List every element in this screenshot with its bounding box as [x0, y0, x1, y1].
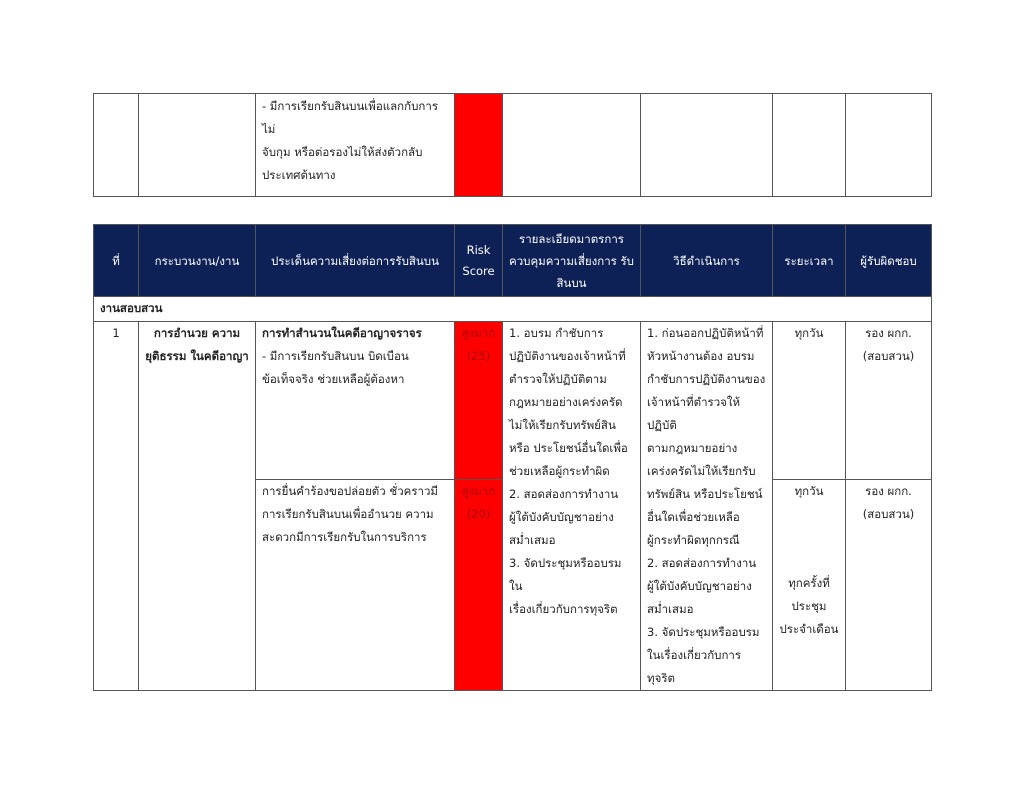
header-control-line: รายละเอียดมาตรการ — [519, 231, 624, 246]
header-risk-score — [455, 225, 503, 297]
control-line: ผู้ใต้บังคับบัญชาอย่าง — [509, 510, 614, 524]
period-line: ทุกวัน — [794, 484, 824, 499]
period-cell — [773, 480, 846, 691]
control-line: ช่วยเหลือผู้กระทำผิด — [509, 464, 610, 478]
period-cell: ทุกวัน — [773, 322, 846, 480]
control-line: 1. อบรม กำชับการ — [509, 326, 604, 340]
header-control — [503, 225, 641, 297]
risk-score-cell — [455, 480, 503, 691]
cell-period — [773, 94, 846, 197]
control-line: ปฏิบัติงานของเจ้าหน้าที่ — [509, 349, 626, 363]
risk-issue-cell — [256, 322, 455, 480]
method-line: 2. สอดส่องการทำงาน — [647, 556, 757, 570]
method-line: สม่ำเสมอ — [647, 602, 694, 616]
table-row — [94, 322, 932, 480]
method-cell — [641, 322, 773, 691]
method-line: ทรัพย์สิน หรือประโยชน์ — [647, 487, 763, 501]
owner-line: (สอบสวน) — [862, 507, 915, 522]
control-line: หรือ ประโยชน์อื่นใดเพื่อ — [509, 441, 628, 455]
owner-line: (สอบสวน) — [862, 349, 915, 363]
risk-issue-cell — [256, 480, 455, 691]
header-control-line: สินบน — [556, 275, 587, 290]
method-line: ผู้ใต้บังคับบัญชาอย่าง — [647, 579, 752, 593]
risk-level: สูงมาก — [461, 326, 496, 340]
risk-line: ข้อเท็จจริง ช่วยเหลือผู้ต้องหา — [262, 372, 405, 386]
header-control-line: ควบคุมความเสี่ยงการ รับ — [509, 253, 634, 268]
risk-title: การทำสำนวนในคดีอาญาจราจร — [262, 326, 422, 340]
cell-risk-issue — [256, 94, 455, 197]
owner-line: รอง ผกก. — [865, 326, 912, 340]
cell-owner — [846, 94, 932, 197]
owner-cell — [846, 322, 932, 480]
owner-cell — [846, 480, 932, 691]
method-line: กำชับการปฏิบัติงานของ — [647, 372, 766, 386]
risk-line: จับกุม หรือต่อรองไม่ให้ส่งตัวกลับ — [262, 145, 423, 159]
method-line: ตามกฎหมายอย่าง — [647, 441, 738, 455]
control-line: 2. สอดส่องการทำงาน — [509, 487, 619, 501]
cell-no — [94, 94, 139, 197]
cell-control — [503, 94, 641, 197]
header-row — [94, 225, 932, 297]
header-process: กระบวนงาน/งาน — [139, 225, 256, 297]
control-line: ตำรวจให้ปฏิบัติตาม — [509, 372, 607, 386]
method-line: 3. จัดประชุมหรืออบรม — [647, 625, 760, 639]
continuation-table — [93, 93, 932, 197]
method-line: อื่นใดเพื่อช่วยเหลือ — [647, 510, 740, 524]
risk-line: การยื่นคำร้องขอปล่อยตัว ชั่วคราวมี — [262, 484, 439, 499]
risk-line: สะดวกมีการเรียกรับในการบริการ — [262, 530, 427, 545]
control-line: ไม่ให้เรียกรับทรัพย์สิน — [509, 418, 616, 432]
method-line: หัวหน้างานต้อง อบรม — [647, 349, 755, 363]
control-cell — [503, 322, 641, 691]
header-score-line: Risk — [466, 242, 491, 257]
risk-level: สูงมาก — [461, 484, 496, 499]
cell-method — [641, 94, 773, 197]
method-line: เจ้าหน้าที่ตำรวจให้ปฏิบัติ — [647, 395, 741, 432]
risk-line: การเรียกรับสินบนเพื่ออำนวย ความ — [262, 507, 434, 522]
method-line: 1. ก่อนออกปฏิบัติหน้าที่ — [647, 326, 764, 340]
process-cell — [139, 322, 256, 691]
header-no: ที่ — [94, 225, 139, 297]
control-line: กฎหมายอย่างเคร่งครัด — [509, 395, 623, 409]
header-period: ระยะเวลา — [773, 225, 846, 297]
header-risk-issue: ประเด็นความเสี่ยงต่อการรับสินบน — [256, 225, 455, 297]
risk-score-cell — [455, 94, 503, 197]
risk-table — [93, 224, 932, 691]
header-score-line: Score — [462, 263, 495, 278]
risk-value: (25) — [466, 349, 491, 363]
process-line: ยุติธรรม ในคดีอาญา — [145, 349, 249, 363]
period-spacer — [779, 503, 839, 572]
method-line: เคร่งครัดไม่ให้เรียกรับ — [647, 464, 756, 478]
control-line: 3. จัดประชุมหรืออบรมใน — [509, 556, 622, 593]
section-row — [94, 297, 932, 322]
period-line: ประจำเดือน — [779, 622, 839, 637]
risk-line: - มีการเรียกรับสินบน บิดเบือน — [262, 349, 409, 363]
owner-line: รอง ผกก. — [865, 484, 912, 499]
period-line: ประชุม — [791, 599, 827, 614]
table-row — [94, 94, 932, 197]
risk-line: - มีการเรียกรับสินบนเพื่อแลกกับการไม่ — [262, 99, 439, 136]
header-owner: ผู้รับผิดชอบ — [846, 225, 932, 297]
control-line: เรื่องเกี่ยวกับการทุจริต — [509, 602, 618, 616]
cell-process — [139, 94, 256, 197]
risk-score-cell — [455, 322, 503, 480]
period-line: ทุกครั้งที่ — [788, 576, 830, 591]
method-line: ในเรื่องเกี่ยวกับการทุจริต — [647, 648, 742, 685]
process-line: การอำนวย ความ — [153, 326, 241, 340]
method-line: ผู้กระทำผิดทุกกรณี — [647, 533, 740, 547]
section-title: งานสอบสวน — [94, 297, 932, 322]
control-line: สม่ำเสมอ — [509, 533, 556, 547]
row-number: 1 — [94, 322, 139, 691]
risk-value: (20) — [466, 507, 491, 522]
header-method: วิธีดำเนินการ — [641, 225, 773, 297]
risk-line: ประเทศต้นทาง — [262, 168, 336, 182]
